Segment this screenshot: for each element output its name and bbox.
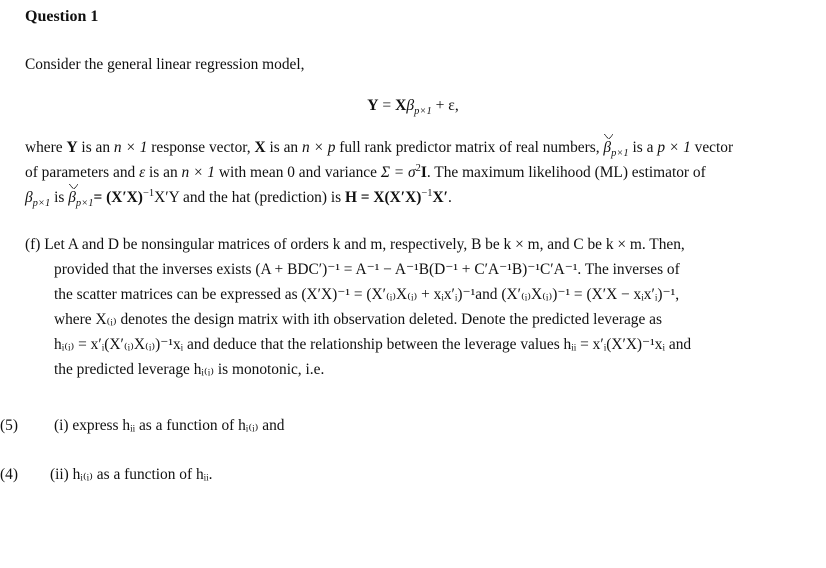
part-f-line-5: hᵢ₍ᵢ₎ = x′ᵢ(X′₍ᵢ₎X₍ᵢ₎)⁻¹xᵢ and deduce that the relationship between the leverage values hᵢᵢ = x′ᵢ(X′X)⁻¹xᵢ and: [54, 336, 692, 353]
para-line-1: where Y is an n × 1 response vector, X is an n × p full rank predictor matrix of real numbers, $\beta_{p\times 1}$ is a p × 1 vector: [25, 139, 734, 160]
marks-ii: (4): [0, 466, 18, 483]
eq-sub: p×1: [414, 106, 432, 118]
marks-i: (5): [0, 417, 18, 434]
eq-rest: + ε,: [431, 97, 459, 114]
eq-beta: β: [406, 97, 415, 114]
question-title: Question 1: [25, 8, 99, 25]
intro-text: Consider the general linear regression model,: [25, 56, 305, 73]
part-f-line-2: provided that the inverses exists (A + BDC′)⁻¹ = A⁻¹ − A⁻¹B(D⁻¹ + C′A⁻¹B)⁻¹C′A⁻¹. The inverses of: [54, 261, 680, 278]
part-f-line-4: where X₍ᵢ₎ denotes the design matrix with ith observation deleted. Denote the predicted leverage as: [54, 311, 662, 328]
sub-question-ii: (ii) hᵢ₍ᵢ₎ as a function of hᵢᵢ.: [50, 466, 213, 483]
eq-mid: = X: [378, 97, 407, 114]
part-f-line-1: (f) Let A and D be nonsingular matrices of orders k and m, respectively, B be k × m, and C be k × m. Then,: [25, 236, 685, 253]
sub-question-i: (i) express hᵢᵢ as a function of hᵢ₍ᵢ₎ and: [54, 417, 285, 434]
part-f-line-6: the predicted leverage hᵢ₍ᵢ₎ is monotonic, i.e.: [54, 361, 325, 378]
eq-Y: Y: [367, 97, 379, 114]
para-line-3: $\beta_{p\times 1}$ is $\beta_{p\times 1}= (X'X)^{-1}X'Y$ and the hat (prediction) is $H = X(X'X)^{-1}X'$.: [25, 187, 452, 210]
part-f-label: (f): [25, 236, 41, 253]
para-line-2: of parameters and ε is an n × 1 with mean 0 and variance $\Sigma = \sigma^2I$. The maximum likelihood (ML) estimator of: [25, 162, 706, 181]
part-f-line-3: the scatter matrices can be expressed as (X′X)⁻¹ = (X′₍ᵢ₎X₍ᵢ₎ + xᵢx′ᵢ)⁻¹and (X′₍ᵢ₎X₍ᵢ₎)⁻¹ = (X′X − xᵢx′ᵢ)⁻¹,: [54, 286, 680, 303]
model-equation: [0, 96, 826, 116]
